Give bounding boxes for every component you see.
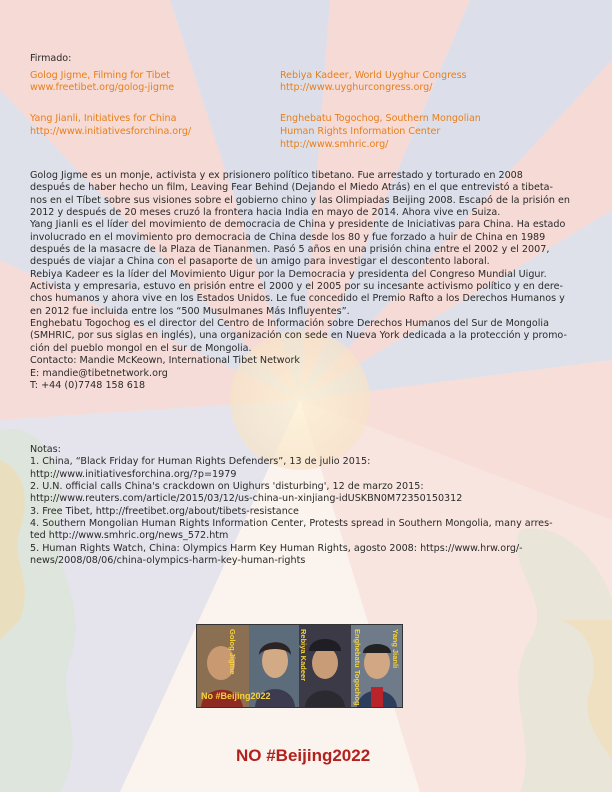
bio-line: Yang Jianli es el líder del movimiento de democracia de China y presidente de Iniciativas para China. Ha estado <box>30 219 566 231</box>
bio-line: ción del pueblo mongol en el sur de Mongolia. <box>30 342 252 354</box>
photo-caption: No #Beijing2022 <box>201 691 271 701</box>
photo-name-yang-jianli: Yang Jianli <box>391 629 400 669</box>
bio-line: después de viajar a China con el pasaporte de un amigo para investigar el descontento laboral. <box>30 256 490 268</box>
signer-enghebatu-org: Human Rights Information Center <box>280 126 441 137</box>
photo-name-golog-jigme: Golog Jigme <box>228 629 237 675</box>
bio-line: 2012 y después de 20 meses cruzó la frontera hacia India en mayo de 2014. Ahora vive en Suiza. <box>30 207 501 219</box>
note-line: 2. U.N. official calls China's crackdown on Uighurs 'disturbing', 12 de marzo 2015: <box>30 481 424 493</box>
note-link[interactable]: http://www.initiativesforchina.org/?p=1979 <box>30 468 237 480</box>
note-line[interactable]: 5. Human Rights Watch, China: Olympics Harm Key Human Rights, agosto 2008: https://www.hrw.org/- <box>30 542 523 554</box>
note-link[interactable]: news/2008/08/06/china-olympics-harm-key-human-rights <box>30 555 306 567</box>
biographies-and-contact <box>30 170 585 392</box>
bio-line: involucrado en el movimiento pro democracia de China desde los 80 y fue forzado a huir de China en 1989 <box>30 231 546 243</box>
signer-enghebatu-togochog: Enghebatu Togochog, Southern Mongolian <box>280 113 481 124</box>
note-link[interactable]: ted http://www.smhric.org/news_572.htm <box>30 530 229 542</box>
bio-line: en 2012 fue incluida entre los “500 Musulmanes Más Influyentes”. <box>30 305 350 317</box>
activists-photo <box>196 624 403 708</box>
bio-line: después de la masacre de la Plaza de Tiananmen. Pasó 5 años en una prisión china entre el 2002 y el 2007, <box>30 244 550 256</box>
note-link[interactable]: http://www.reuters.com/article/2015/03/12/us-china-un-xinjiang-idUSKBN0M72350150312 <box>30 493 463 505</box>
signer-golog-jigme: Golog Jigme, Filming for Tibet <box>30 70 171 81</box>
bio-line: Activista y empresaria, estuvo en prisión entre el 2000 y el 2005 por su incesante activismo político y en dere- <box>30 281 563 293</box>
photo-name-enghebatu-togochog: Enghebatu Togochog <box>353 629 362 706</box>
contact-email[interactable]: E: mandie@tibetnetwork.org <box>30 367 168 379</box>
bio-line: chos humanos y ahora vive en los Estados Unidos. Le fue concedido el Premio Rafto a los Derechos Humanos y <box>30 293 565 305</box>
note-line[interactable]: 3. Free Tibet, http://freetibet.org/about/tibets-resistance <box>30 505 299 517</box>
contact-phone: T: +44 (0)7748 158 618 <box>30 379 146 391</box>
notes-label: Notas: <box>30 444 61 455</box>
signer-yang-jianli: Yang Jianli, Initiatives for China <box>30 113 177 124</box>
link-freetibet-golog-jigme[interactable]: www.freetibet.org/golog-jigme <box>30 82 175 93</box>
link-smhric[interactable]: http://www.smhric.org/ <box>280 139 389 150</box>
bio-line: Rebiya Kadeer es la líder del Movimiento Uigur por la Democracia y presidenta del Congreso Mundial Uigur. <box>30 268 547 280</box>
bio-line: (SMHRIC, por sus siglas en inglés), una organización con sede en Nueva York dedicada a la protección y promo- <box>30 330 567 342</box>
link-initiativesforchina[interactable]: http://www.initiativesforchina.org/ <box>30 126 192 137</box>
bio-line: nos en el Tíbet sobre sus visiones sobre el gobierno chino y las Olimpiadas Beijing 2008. Escapó de la prisión en <box>30 194 570 206</box>
bio-line: Enghebatu Togochog es el director del Centro de Información sobre Derechos Humanos del Sur de Mongolia <box>30 318 549 330</box>
photo-name-rebiya-kadeer: Rebiya Kadeer <box>299 629 308 682</box>
signed-label: Firmado: <box>30 53 72 64</box>
contact-line: Contacto: Mandie McKeown, International Tibet Network <box>30 355 300 367</box>
bio-line: después de haber hecho un film, Leaving Fear Behind (Dejando el Miedo Atrás) en el que entrevistó a tibeta- <box>30 182 553 194</box>
no-beijing-2022-banner: NO #Beijing2022 <box>236 746 371 765</box>
bio-line: Golog Jigme es un monje, activista y ex prisionero político tibetano. Fue arrestado y torturado en 2008 <box>30 170 523 181</box>
notes-section <box>30 444 585 567</box>
note-line: 1. China, “Black Friday for Human Rights Defenders”, 13 de julio 2015: <box>30 456 371 468</box>
note-line: 4. Southern Mongolian Human Rights Information Center, Protests spread in Southern Mongolia, many arres- <box>30 518 553 530</box>
link-uyghurcongress[interactable]: http://www.uyghurcongress.org/ <box>280 82 433 93</box>
signer-rebiya-kadeer: Rebiya Kadeer, World Uyghur Congress <box>280 70 467 81</box>
